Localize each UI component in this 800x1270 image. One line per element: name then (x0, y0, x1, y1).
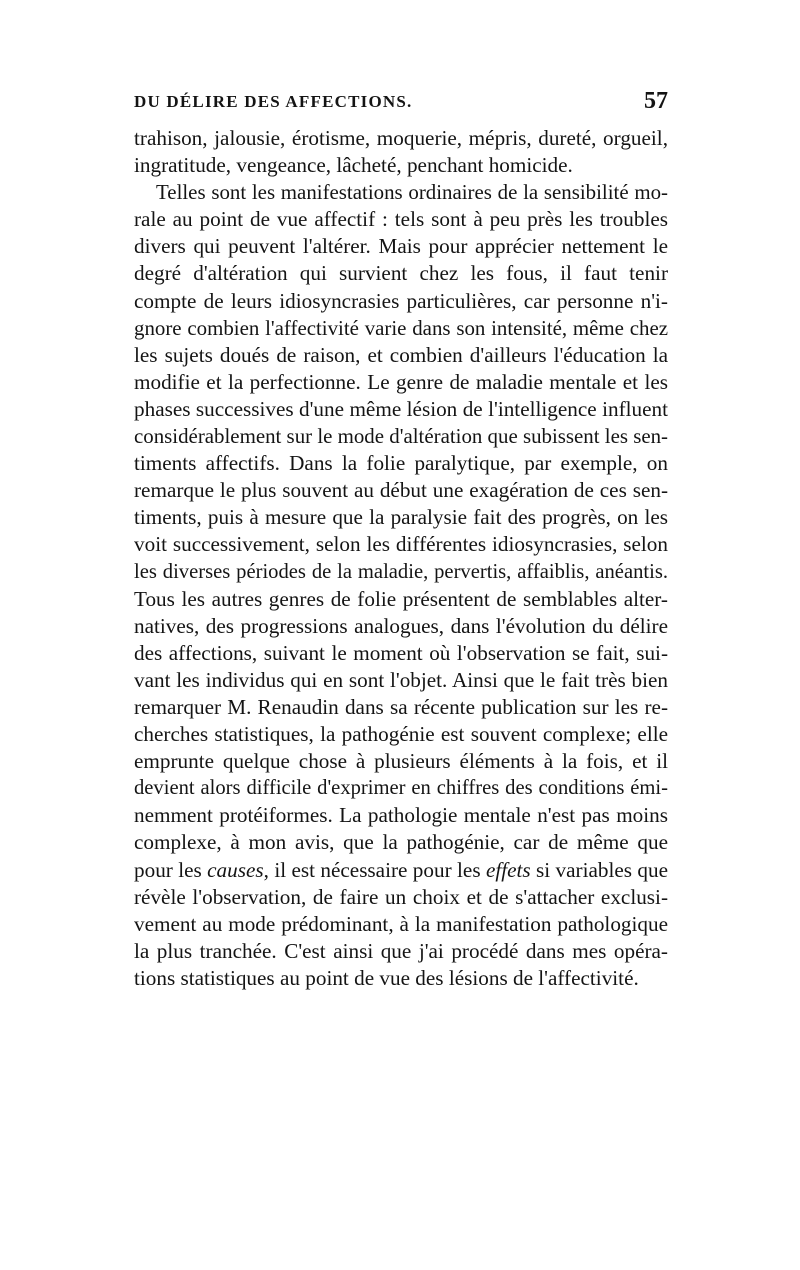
text-line: voit successivement, selon les différentes idiosyncrasies, selon (134, 532, 668, 557)
text-line: complexe, à mon avis, que la pathogénie, car de même que (134, 830, 668, 855)
text-line: modifie et la perfectionne. Le genre de maladie mentale et les (134, 369, 668, 394)
text-line: Tous les autres genres de folie présentent de semblables alter- (134, 586, 668, 611)
text-run: pour les (134, 857, 208, 882)
paragraph-first-line: Telles sont les manifestations ordinaires de la sensibilité mo- (156, 180, 668, 205)
page-number: 57 (644, 88, 668, 114)
text-line: la plus tranchée. C'est ainsi que j'ai procédé dans mes opéra- (134, 938, 668, 963)
text-line: timents affectifs. Dans la folie paralytique, par exemple, on (134, 451, 668, 476)
text-line: tions statistiques au point de vue des lésions de l'affectivité. (134, 965, 639, 990)
text-line: nemment protéiformes. La pathologie mentale n'est pas moins (134, 803, 668, 828)
text-run: , il est nécessaire pour les (263, 857, 486, 882)
text-line: vement au mode prédominant, à la manifestation pathologique (134, 911, 668, 936)
text-line: considérablement sur le mode d'altération que subissent les sen- (134, 424, 669, 449)
text-line: devient alors difficile d'exprimer en chiffres des conditions émi- (134, 777, 668, 800)
text-line: emprunte quelque chose à plusieurs éléments à la fois, et il (134, 749, 668, 774)
text-line: révèle l'observation, de faire un choix et de s'attacher exclusi- (134, 884, 668, 909)
text-line: degré d'altération qui survient chez les fous, il faut tenir (134, 261, 668, 286)
text-line: timents, puis à mesure que la paralysie fait des progrès, on les (134, 505, 668, 530)
italic-word-effets: effets (485, 857, 531, 882)
text-line: compte de leurs idiosyncrasies particulières, car personne n'i- (134, 288, 668, 313)
text-line: remarque le plus souvent au début une exagération de ces sen- (134, 478, 668, 503)
text-line: les sujets doués de raison, et combien d'ailleurs l'éducation la (134, 342, 668, 367)
body-text (134, 125, 668, 992)
text-line: ingratitude, vengeance, lâcheté, penchant homicide. (134, 153, 573, 178)
text-line: gnore combien l'affectivité varie dans son intensité, même chez (134, 315, 668, 340)
text-line: divers qui peuvent l'altérer. Mais pour apprécier nettement le (134, 234, 668, 259)
text-line: vant les individus qui en sont l'objet. Ainsi que le fait très bien (134, 667, 668, 692)
text-line: cherches statistiques, la pathogénie est souvent complexe; elle (134, 722, 668, 747)
italic-word-causes: causes (207, 857, 264, 882)
text-line: remarquer M. Renaudin dans sa récente publication sur les re- (134, 694, 668, 719)
text-run: si variables que (530, 857, 669, 882)
text-line: des affections, suivant le moment où l'observation se fait, sui- (134, 640, 668, 665)
text-line: phases successives d'une même lésion de l'intelligence influent (134, 396, 668, 421)
text-line: natives, des progressions analogues, dans l'évolution du délire (134, 613, 668, 638)
running-head (0, 88, 668, 120)
text-line: rale au point de vue affectif : tels sont à peu près les troubles (134, 207, 668, 232)
text-line: les diverses périodes de la maladie, pervertis, affaiblis, anéantis. (134, 560, 668, 583)
text-line-with-italics (134, 857, 668, 884)
running-title: DU DÉLIRE DES AFFECTIONS. (134, 92, 413, 111)
text-line: trahison, jalousie, érotisme, moquerie, mépris, dureté, orgueil, (134, 126, 668, 150)
